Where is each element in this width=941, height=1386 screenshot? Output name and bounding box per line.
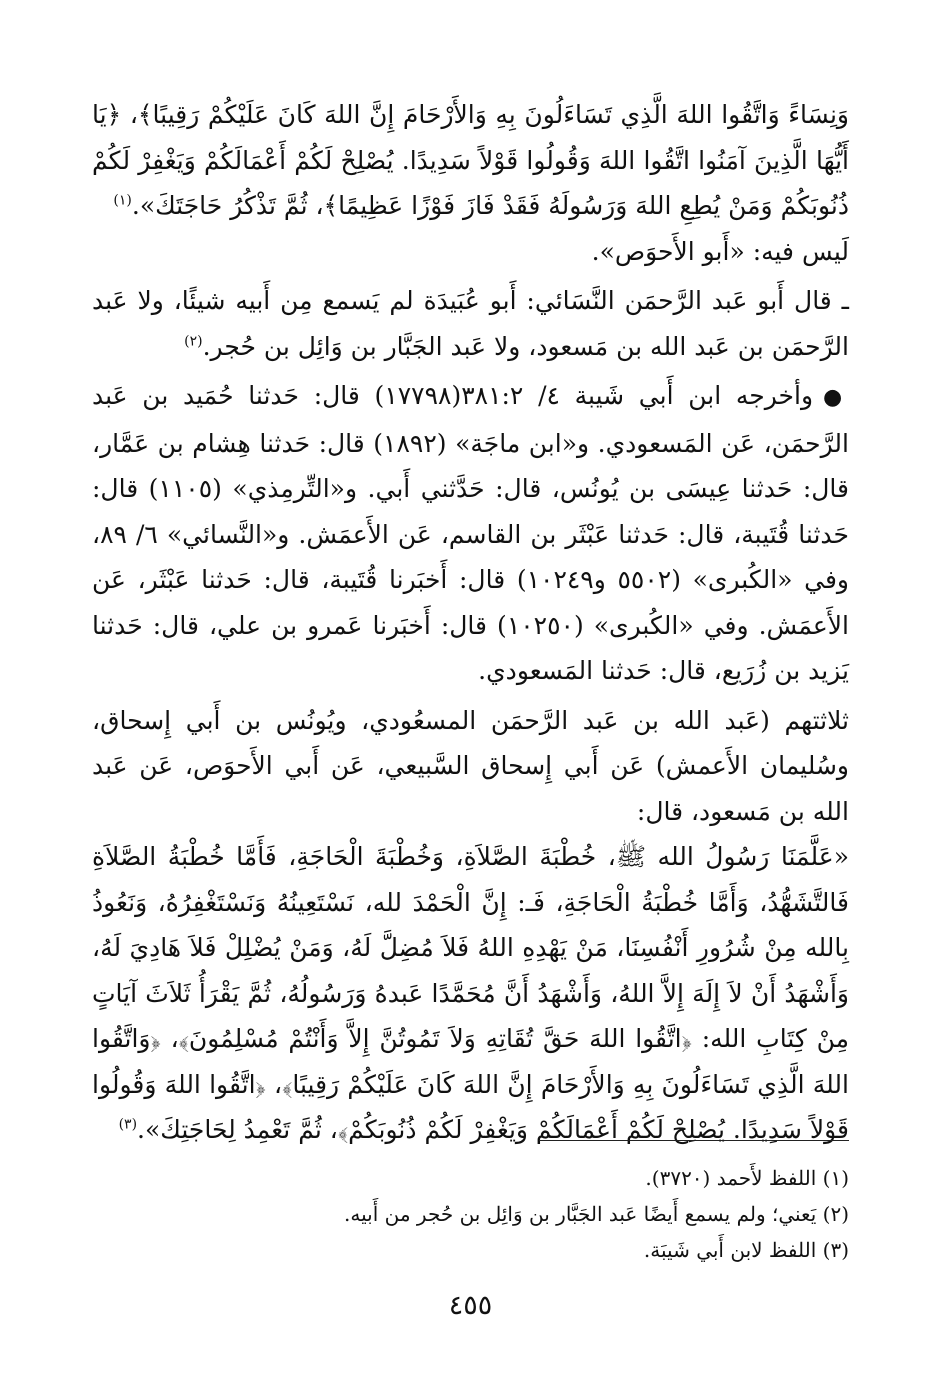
paragraph-text: ـ قال أَبو عَبد الرَّحمَن النَّسَائي: أَبو عُبَيدَة لم يَسمع مِن أَبيه شيئًا، ولا عَبد الرَّحمَن بن عَبد الله بن مَسعود، ولا عَبد الجَبَّار بن وَائِل بن حُجر. (92, 286, 849, 361)
bullet-icon: ● (823, 385, 849, 410)
paragraph-isnad: ثلاثتهم (عَبد الله بن عَبد الرَّحمَن المسعُودي، ويُونُس بن أَبي إِسحاق، وسُليمان الأَعمش) عَن أَبي إِسحاق السَّبيعي، عَن أَبي الأَحوَص، عَن عَبد الله بن مَسعود، قال: (92, 705, 849, 826)
paragraph-takhrij (92, 373, 849, 694)
paragraph-note: لَيس فيه: «أَبو الأَحوَص». (591, 236, 849, 266)
paragraph-quran-continuation (92, 92, 849, 229)
paragraph-text: وَنِسَاءً وَاتَّقُوا اللهَ الَّذِي تَسَاءَلُونَ بِهِ وَالأَرْحَامَ إِنَّ اللهَ كَانَ عَلَيْكُمْ رَقِيبًا﴾، ﴿يَا أَيُّهَا الَّذِينَ آمَنُوا اتَّقُوا اللهَ وَقُولُوا قَوْلاً سَدِيدًا. يُصْلِحْ لَكُمْ أَعْمَالَكُمْ وَيَغْفِرْ لَكُمْ ذُنُوبَكُمْ وَمَنْ يُطِعِ اللهَ وَرَسُولَهُ فَقَدْ فَازَ فَوْزًا عَظِيمًا﴾، ثُمَّ تَذْكُرُ حَاجَتَكَ». (92, 100, 849, 220)
footnotes (92, 1160, 849, 1268)
footnote-ref-3: (٣) (118, 1116, 138, 1133)
page-number: ٤٥٥ (448, 1290, 493, 1321)
paragraph-text: «عَلَّمَنَا رَسُولُ الله ﷺ، خُطْبَةَ الصَّلاَةِ، وَخُطْبَةَ الْحَاجَةِ، فَأَمَّا خُطْبَةُ الصَّلاَةِ فَالتَّشَهُّدُ، وَأَمَّا خُطْبَةُ الْحَاجَةِ، فَـ: إِنَّ الْحَمْدَ لله، نَسْتَعِينُهُ وَنَسْتَغْفِرُهُ، وَنَعُوذُ بِالله مِنْ شُرُورِ أَنْفُسِنَا، مَنْ يَهْدِهِ اللهُ فَلاَ مُضِلَّ لَهُ، وَمَنْ يُضْلِلْ فَلاَ هَادِيَ لَهُ، وَأَشْهَدُ أَنْ لاَ إِلَهَ إِلاَّ اللهُ، وَأَشْهَدُ أَنَّ مُحَمَّدًا عَبدهُ وَرَسُولُهُ، ثُمَّ يَقْرَأُ ثَلاَثَ آيَاتٍ مِنْ كِتَابِ الله: ﴿اتَّقُوا اللهَ حَقَّ تُقَاتِهِ وَلاَ تَمُوتُنَّ إِلاَّ وَأَنْتُمْ مُسْلِمُونَ﴾، ﴿وَاتَّقُوا اللهَ الَّذِي تَسَاءَلُونَ بِهِ وَالأَرْحَامَ إِنَّ اللهَ كَانَ عَلَيْكُمْ رَقِيبًا﴾، ﴿اتَّقُوا اللهَ وَقُولُوا قَوْلاً سَدِيدًا. يُصْلِحْ لَكُمْ أَعْمَالَكُمْ وَيَغْفِرْ لَكُمْ ذُنُوبَكُمْ﴾، ثُمَّ تَعْمِدُ لِحَاجَتِكَ». (92, 842, 849, 1144)
footnote-ref-2: (٢) (184, 333, 203, 350)
footnote-ref-1: (١) (113, 192, 132, 209)
paragraph-hadith-text (92, 834, 849, 1153)
paragraph-text: وأخرجه ابن أَبي شَيبة ٤/ ٣٨١:٢(١٧٧٩٨) قال: حَدثنا حُمَيد بن عَبد الرَّحمَن، عَن المَسعودي. و«ابن ماجَة» (١٨٩٢) قال: حَدثنا هِشام بن عَمَّار، قال: حَدثنا عِيسَى بن يُونُس، قال: حَدَّثني أَبي. و«التِّرمِذي» (١١٠٥) قال: حَدثنا قُتَيبة، قال: حَدثنا عَبْثَر بن القاسم، عَن الأَعمَش. و«النَّسائي» ٦/ ٨٩، وفي «الكُبرى» (٥٥٠٢ و١٠٢٤٩) قال: أَخبَرنا قُتَيبة، قال: حَدثنا عَبْثَر، عَن الأَعمَش. وفي «الكُبرى» (١٠٢٥٠) قال: أَخبَرنا عَمرو بن علي، قال: حَدثنا يَزيد بن زُرَيع، قال: حَدثنا المَسعودي. (92, 381, 850, 685)
footnote-divider (539, 1140, 849, 1141)
footnote-1: (١) اللفظ لأَحمد (٣٧٢٠). (645, 1166, 849, 1190)
paragraph-nasai-comment (92, 278, 849, 369)
footnote-2: (٢) يَعني؛ ولم يسمع أَيضًا عَبد الجَبَّار بن وَائِل بن حُجر من أَبيه. (344, 1202, 849, 1226)
footnote-3: (٣) اللفظ لابن أَبي شَيبَة. (643, 1238, 849, 1262)
main-text (92, 92, 849, 1153)
